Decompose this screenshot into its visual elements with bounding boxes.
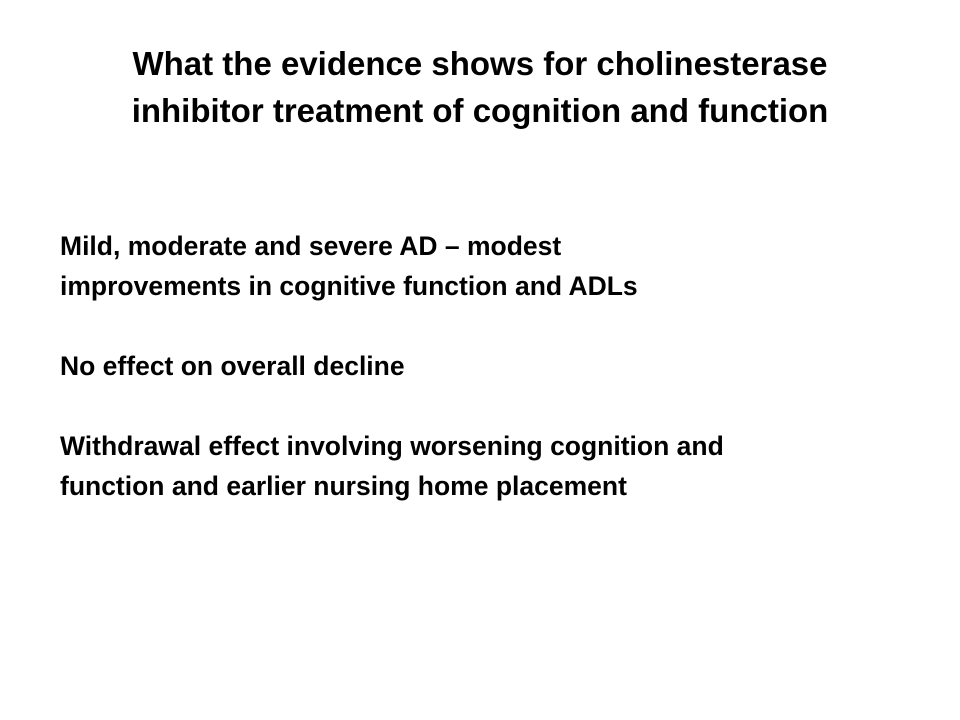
point-overall-decline: [60, 346, 920, 386]
slide-title-line-1: What the evidence shows for cholinesterase: [132, 45, 828, 82]
point-treatment-effect-line-1: Mild, moderate and severe AD – modest: [60, 231, 562, 261]
point-overall-decline-line-1: No effect on overall decline: [60, 351, 405, 381]
point-treatment-effect-line-2: improvements in cognitive function and ADLs: [60, 271, 638, 301]
slide-title: [60, 40, 900, 134]
point-withdrawal-effect: [60, 426, 920, 506]
point-treatment-effect: [60, 226, 920, 306]
slide-title-line-2: inhibitor treatment of cognition and function: [131, 92, 829, 129]
slide-body: [60, 226, 920, 506]
point-withdrawal-effect-line-2: function and earlier nursing home placement: [60, 471, 627, 501]
point-withdrawal-effect-line-1: Withdrawal effect involving worsening cognition and: [60, 431, 724, 461]
